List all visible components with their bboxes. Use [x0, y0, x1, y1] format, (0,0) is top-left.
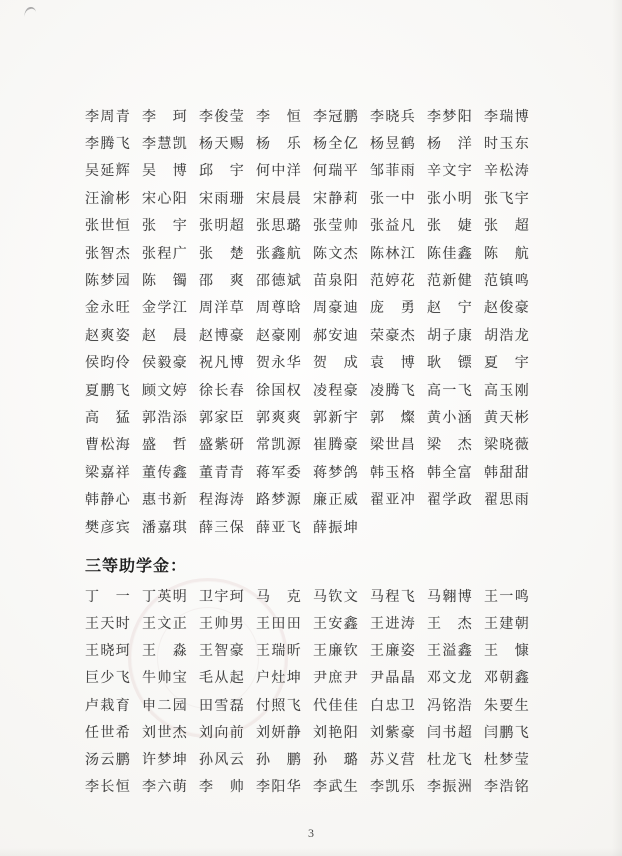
person-name: 董青青	[199, 465, 244, 481]
person-name: 李冠鹏	[313, 109, 358, 125]
person-name: 徐长春	[199, 383, 244, 399]
person-name: 凌程豪	[313, 383, 358, 399]
person-name: 范新健	[427, 274, 472, 290]
person-name: 付照飞	[256, 698, 301, 714]
person-name: 王安鑫	[313, 617, 358, 633]
person-name: 孙鹏	[256, 752, 301, 768]
person-name: 盛紫研	[199, 438, 244, 454]
person-name: 马翱博	[427, 589, 472, 605]
person-name: 许梦坤	[142, 752, 187, 768]
person-name: 丁一	[85, 589, 130, 605]
person-name: 常凯源	[256, 438, 301, 454]
person-name: 苏义营	[370, 752, 415, 768]
person-name: 何瑞平	[313, 164, 358, 180]
person-name: 尹庶尹	[313, 671, 358, 687]
name-row	[85, 720, 541, 747]
name-row	[85, 104, 541, 131]
person-name: 赵博豪	[199, 328, 244, 344]
person-name: 吴博	[142, 164, 187, 180]
person-name: 李帅	[199, 780, 244, 796]
person-name: 陈镯	[142, 274, 187, 290]
person-name: 韩全富	[427, 465, 472, 481]
name-list-content	[85, 104, 541, 802]
name-row	[85, 611, 541, 638]
person-name: 李瑞博	[484, 109, 529, 125]
person-name: 李凯乐	[370, 780, 415, 796]
person-name: 贺永华	[256, 356, 301, 372]
person-name: 张益凡	[370, 219, 415, 235]
person-name: 郭浩添	[142, 410, 187, 426]
person-name: 高玉刚	[484, 383, 529, 399]
person-name: 李腾飞	[85, 137, 130, 153]
person-name: 荣豪杰	[370, 328, 415, 344]
person-name: 凌腾飞	[370, 383, 415, 399]
person-name: 王杰	[427, 617, 472, 633]
pen-mark	[23, 6, 36, 17]
person-name: 杜梦莹	[484, 752, 529, 768]
person-name: 蒋梦鸽	[313, 465, 358, 481]
person-name: 邵德斌	[256, 274, 301, 290]
person-name: 廉正威	[313, 493, 358, 509]
person-name: 张思璐	[256, 219, 301, 235]
person-name: 徐国权	[256, 383, 301, 399]
name-row	[85, 131, 541, 158]
name-row	[85, 515, 541, 542]
person-name: 孙风云	[199, 752, 244, 768]
person-name: 宋心阳	[142, 191, 187, 207]
name-row	[85, 747, 541, 774]
person-name: 王慷	[484, 644, 529, 660]
person-name: 金永旺	[85, 301, 130, 317]
person-name: 马程飞	[370, 589, 415, 605]
person-name: 路梦源	[256, 493, 301, 509]
person-name: 王晓珂	[85, 644, 130, 660]
name-row	[85, 666, 541, 693]
person-name: 陈林江	[370, 246, 415, 262]
person-name: 牛帅宝	[142, 671, 187, 687]
person-name: 周豪迪	[313, 301, 358, 317]
person-name: 何中洋	[256, 164, 301, 180]
person-name: 郝安迪	[313, 328, 358, 344]
person-name: 户灶坤	[256, 671, 301, 687]
person-name: 宋雨珊	[199, 191, 244, 207]
person-name: 陈梦园	[85, 274, 130, 290]
person-name: 朱要生	[484, 698, 529, 714]
name-row	[85, 296, 541, 323]
name-row	[85, 159, 541, 186]
person-name: 苗泉阳	[313, 274, 358, 290]
person-name: 袁博	[370, 356, 415, 372]
person-name: 李梦阳	[427, 109, 472, 125]
name-row	[85, 268, 541, 295]
person-name: 李武生	[313, 780, 358, 796]
person-name: 张世恒	[85, 219, 130, 235]
person-name: 张飞宇	[484, 191, 529, 207]
person-name: 赵宁	[427, 301, 472, 317]
person-name: 庞勇	[370, 301, 415, 317]
person-name: 张楚	[199, 246, 244, 262]
name-row	[85, 775, 541, 802]
person-name: 夏宇	[484, 356, 529, 372]
person-name: 郭爽爽	[256, 410, 301, 426]
person-name: 胡子康	[427, 328, 472, 344]
person-name: 白忠卫	[370, 698, 415, 714]
person-name: 薛振坤	[313, 520, 358, 536]
name-row	[85, 460, 541, 487]
person-name: 惠书新	[142, 493, 187, 509]
person-name: 辛文宇	[427, 164, 472, 180]
person-name: 李浩铭	[484, 780, 529, 796]
person-name: 高一飞	[427, 383, 472, 399]
person-name: 赵俊豪	[484, 301, 529, 317]
person-name: 薛三保	[199, 520, 244, 536]
person-name: 周尊晗	[256, 301, 301, 317]
person-name: 顾文婷	[142, 383, 187, 399]
person-name: 张一中	[370, 191, 415, 207]
person-name: 张鑫航	[256, 246, 301, 262]
person-name: 刘妍静	[256, 725, 301, 741]
person-name: 王进涛	[370, 617, 415, 633]
person-name: 丁英明	[142, 589, 187, 605]
name-row	[85, 241, 541, 268]
person-name: 崔腾豪	[313, 438, 358, 454]
person-name: 金学江	[142, 301, 187, 317]
person-name: 张程广	[142, 246, 187, 262]
name-row	[85, 639, 541, 666]
person-name: 汪渝彬	[85, 191, 130, 207]
person-name: 孙璐	[313, 752, 358, 768]
person-name: 马克	[256, 589, 301, 605]
person-name: 杨全亿	[313, 137, 358, 153]
person-name: 张明超	[199, 219, 244, 235]
person-name: 韩玉格	[370, 465, 415, 481]
person-name: 夏鹏飞	[85, 383, 130, 399]
person-name: 李恒	[256, 109, 301, 125]
person-name: 宋静莉	[313, 191, 358, 207]
person-name: 陈航	[484, 246, 529, 262]
person-name: 曹松海	[85, 438, 130, 454]
name-row	[85, 186, 541, 213]
person-name: 杨乐	[256, 137, 301, 153]
person-name: 韩甜甜	[484, 465, 529, 481]
name-row	[85, 214, 541, 241]
person-name: 潘嘉琪	[142, 520, 187, 536]
person-name: 辛松涛	[484, 164, 529, 180]
person-name: 周洋草	[199, 301, 244, 317]
person-name: 韩静心	[85, 493, 130, 509]
person-name: 翟学政	[427, 493, 472, 509]
person-name: 董传鑫	[142, 465, 187, 481]
person-name: 刘艳阳	[313, 725, 358, 741]
person-name: 杨天赐	[199, 137, 244, 153]
person-name: 范镇鸣	[484, 274, 529, 290]
person-name: 贺成	[313, 356, 358, 372]
person-name: 王廉钦	[313, 644, 358, 660]
person-name: 王帅男	[199, 617, 244, 633]
name-row	[85, 693, 541, 720]
person-name: 张莹帅	[313, 219, 358, 235]
person-name: 杜龙飞	[427, 752, 472, 768]
person-name: 邱宇	[199, 164, 244, 180]
person-name: 王智豪	[199, 644, 244, 660]
person-name: 王瑞昕	[256, 644, 301, 660]
person-name: 李六萌	[142, 780, 187, 796]
person-name: 张宇	[142, 219, 187, 235]
person-name: 毛从起	[199, 671, 244, 687]
person-name: 梁杰	[427, 438, 472, 454]
person-name: 王一鸣	[484, 589, 529, 605]
name-row	[85, 433, 541, 460]
person-name: 郭新宇	[313, 410, 358, 426]
person-name: 李长恒	[85, 780, 130, 796]
person-name: 梁嘉祥	[85, 465, 130, 481]
person-name: 刘世杰	[142, 725, 187, 741]
person-name: 侯昀伶	[85, 356, 130, 372]
person-name: 邓文龙	[427, 671, 472, 687]
person-name: 刘紫豪	[370, 725, 415, 741]
person-name: 闫书超	[427, 725, 472, 741]
person-name: 蒋军委	[256, 465, 301, 481]
person-name: 翟亚冲	[370, 493, 415, 509]
person-name: 吴延辉	[85, 164, 130, 180]
person-name: 李晓兵	[370, 109, 415, 125]
person-name: 范婷花	[370, 274, 415, 290]
person-name: 田雪磊	[199, 698, 244, 714]
person-name: 程海涛	[199, 493, 244, 509]
person-name: 赵晨	[142, 328, 187, 344]
person-name: 侯毅豪	[142, 356, 187, 372]
person-name: 汤云鹏	[85, 752, 130, 768]
person-name: 杨昱鹤	[370, 137, 415, 153]
person-name: 祝凡博	[199, 356, 244, 372]
name-row	[85, 323, 541, 350]
person-name: 王溢鑫	[427, 644, 472, 660]
name-row	[85, 405, 541, 432]
section-2-header: 三等助学金：	[85, 558, 188, 576]
section-2-name-grid	[85, 584, 541, 802]
person-name: 郭燦	[370, 410, 415, 426]
person-name: 杨洋	[427, 137, 472, 153]
person-name: 尹晶晶	[370, 671, 415, 687]
person-name: 王田田	[256, 617, 301, 633]
person-name: 樊彦宾	[85, 520, 130, 536]
person-name: 陈佳鑫	[427, 246, 472, 262]
person-name: 冯铭浩	[427, 698, 472, 714]
person-name: 卢栽育	[85, 698, 130, 714]
name-row	[85, 378, 541, 405]
person-name: 黄小涵	[427, 410, 472, 426]
person-name: 陈文杰	[313, 246, 358, 262]
section-1-name-grid	[85, 104, 541, 542]
person-name: 王建朝	[484, 617, 529, 633]
person-name: 郭家臣	[199, 410, 244, 426]
person-name: 任世希	[85, 725, 130, 741]
person-name: 王淼	[142, 644, 187, 660]
person-name: 代佳佳	[313, 698, 358, 714]
person-name: 梁世昌	[370, 438, 415, 454]
person-name: 闫鹏飞	[484, 725, 529, 741]
person-name: 张智杰	[85, 246, 130, 262]
person-name: 刘向前	[199, 725, 244, 741]
person-name: 申二园	[142, 698, 187, 714]
person-name: 黄天彬	[484, 410, 529, 426]
person-name: 盛哲	[142, 438, 187, 454]
person-name: 李珂	[142, 109, 187, 125]
person-name: 王天时	[85, 617, 130, 633]
person-name: 赵爽姿	[85, 328, 130, 344]
person-name: 宋晨晨	[256, 191, 301, 207]
name-row	[85, 351, 541, 378]
person-name: 李慧凯	[142, 137, 187, 153]
person-name: 高猛	[85, 410, 130, 426]
person-name: 邵爽	[199, 274, 244, 290]
person-name: 李阳华	[256, 780, 301, 796]
person-name: 胡浩龙	[484, 328, 529, 344]
person-name: 张婕	[427, 219, 472, 235]
name-row	[85, 584, 541, 611]
person-name: 薛亚飞	[256, 520, 301, 536]
person-name: 邹菲雨	[370, 164, 415, 180]
person-name: 耿镖	[427, 356, 472, 372]
person-name: 翟思雨	[484, 493, 529, 509]
person-name: 卫宇珂	[199, 589, 244, 605]
person-name: 邓朝鑫	[484, 671, 529, 687]
person-name: 赵豪刚	[256, 328, 301, 344]
scan-edge-shadow-bottom	[0, 848, 622, 856]
person-name: 马钦文	[313, 589, 358, 605]
person-name: 张小明	[427, 191, 472, 207]
name-row	[85, 487, 541, 514]
person-name: 张超	[484, 219, 529, 235]
page-number: 3	[308, 826, 314, 840]
person-name: 李振洲	[427, 780, 472, 796]
person-name: 李周青	[85, 109, 130, 125]
person-name: 李俊莹	[199, 109, 244, 125]
person-name: 巨少飞	[85, 671, 130, 687]
person-name: 王廉姿	[370, 644, 415, 660]
person-name: 王文正	[142, 617, 187, 633]
person-name: 梁晓薇	[484, 438, 529, 454]
person-name: 时玉东	[484, 137, 529, 153]
scan-edge-shadow-right	[612, 0, 622, 856]
